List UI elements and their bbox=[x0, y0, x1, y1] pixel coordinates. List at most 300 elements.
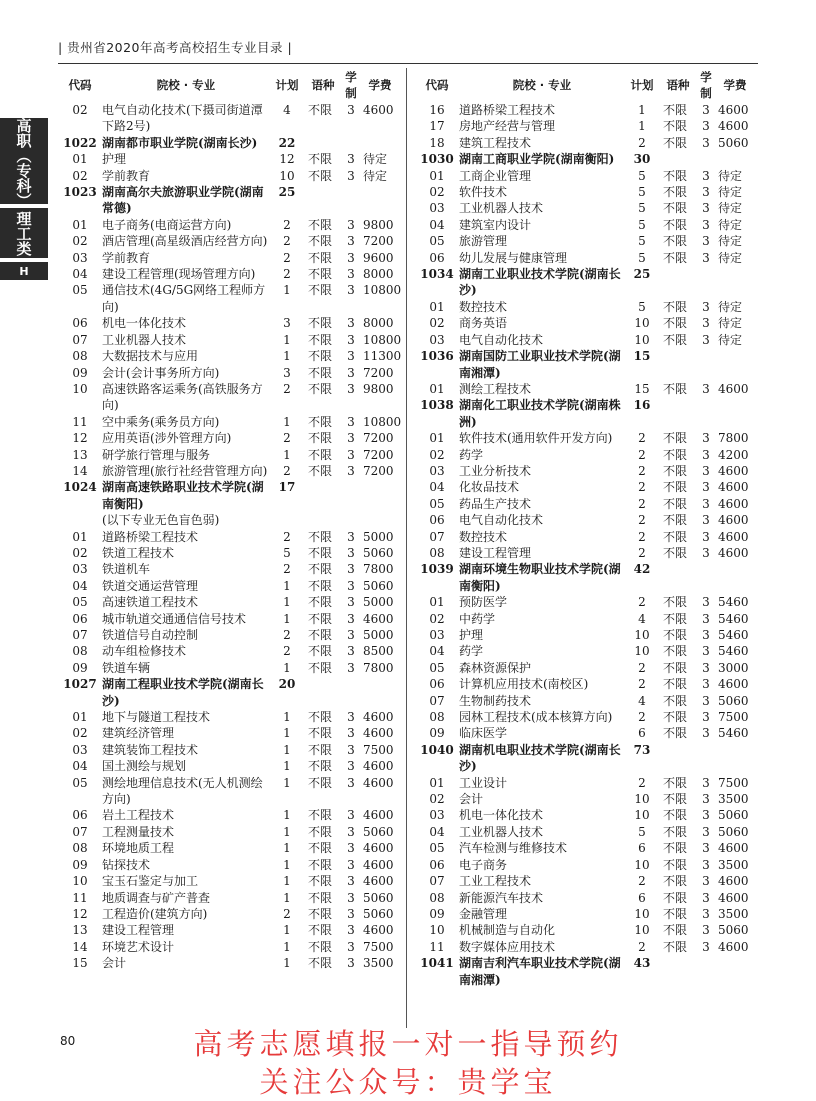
row-code: 03 bbox=[72, 742, 88, 757]
row-name: 园林工程技术(成本核算方向) bbox=[459, 710, 613, 725]
row-lang: 不限 bbox=[308, 939, 333, 954]
row-fee: 7500 bbox=[718, 775, 749, 790]
row-fee: 4600 bbox=[363, 808, 394, 823]
major-row bbox=[415, 939, 755, 955]
row-lang: 不限 bbox=[663, 201, 688, 216]
row-lang: 不限 bbox=[663, 710, 688, 725]
row-duration: 3 bbox=[702, 890, 710, 905]
row-code: 09 bbox=[72, 365, 88, 380]
row-plan: 2 bbox=[638, 496, 646, 511]
row-name: 计算机应用技术(南校区) bbox=[459, 677, 589, 692]
row-code: 1036 bbox=[420, 349, 454, 364]
row-plan: 6 bbox=[638, 890, 646, 905]
row-lang: 不限 bbox=[308, 463, 333, 478]
row-name: 研学旅行管理与服务 bbox=[102, 447, 211, 462]
row-fee: 4600 bbox=[718, 381, 749, 396]
header-left-bracket: | bbox=[58, 40, 63, 55]
row-duration: 3 bbox=[347, 463, 355, 478]
row-fee: 待定 bbox=[718, 316, 743, 331]
row-code: 02 bbox=[429, 611, 445, 626]
row-fee bbox=[715, 266, 755, 299]
row-lang: 不限 bbox=[308, 349, 333, 364]
row-plan: 2 bbox=[283, 644, 291, 659]
row-fee: 4600 bbox=[363, 874, 394, 889]
row-fee: 4600 bbox=[363, 759, 394, 774]
row-fee: 4200 bbox=[718, 447, 749, 462]
row-duration: 3 bbox=[702, 906, 710, 921]
row-plan: 43 bbox=[633, 956, 651, 971]
row-code: 03 bbox=[429, 463, 445, 478]
row-fee: 4600 bbox=[363, 841, 394, 856]
row-code: 1040 bbox=[420, 742, 454, 757]
row-fee: 5060 bbox=[718, 824, 749, 839]
row-fee: 4600 bbox=[363, 923, 394, 938]
header-title: 贵州省2020年高考高校招生专业目录 bbox=[67, 40, 284, 55]
row-plan: 1 bbox=[638, 103, 646, 117]
major-row bbox=[415, 233, 755, 249]
major-row bbox=[415, 184, 755, 200]
row-code: 13 bbox=[72, 447, 88, 462]
row-fee: 待定 bbox=[718, 234, 743, 249]
row-lang: 不限 bbox=[308, 332, 333, 347]
row-duration: 3 bbox=[702, 447, 710, 462]
row-duration: 3 bbox=[702, 611, 710, 626]
school-row bbox=[58, 184, 400, 217]
row-code: 14 bbox=[72, 463, 88, 478]
major-row bbox=[415, 725, 755, 741]
row-code: 08 bbox=[429, 890, 445, 905]
row-code: 03 bbox=[429, 201, 445, 216]
row-fee: 待定 bbox=[718, 217, 743, 232]
row-fee: 4600 bbox=[718, 874, 749, 889]
row-plan: 1 bbox=[283, 956, 291, 971]
row-name: 软件技术(通用软件开发方向) bbox=[459, 431, 613, 446]
row-code: 03 bbox=[429, 628, 445, 642]
row-plan: 2 bbox=[283, 431, 291, 446]
row-code: 02 bbox=[72, 168, 88, 183]
row-lang: 不限 bbox=[308, 234, 333, 249]
row-plan: 2 bbox=[283, 250, 291, 265]
major-row bbox=[58, 758, 400, 774]
major-row bbox=[415, 807, 755, 823]
school-row bbox=[415, 348, 755, 381]
row-fee: 5060 bbox=[363, 545, 394, 560]
row-plan: 10 bbox=[634, 923, 650, 938]
row-code: 1041 bbox=[420, 956, 454, 971]
row-duration: 3 bbox=[347, 578, 355, 593]
row-name: 工业机器人技术 bbox=[459, 824, 544, 839]
row-lang bbox=[304, 184, 342, 217]
row-duration: 3 bbox=[702, 381, 710, 396]
row-duration: 3 bbox=[347, 349, 355, 364]
row-name: 幼儿发展与健康管理 bbox=[459, 250, 568, 265]
row-code: 11 bbox=[72, 414, 88, 429]
row-plan: 3 bbox=[283, 365, 291, 380]
row-name: 高速铁路客运乘务(高铁服务方向) bbox=[102, 381, 263, 413]
row-lang: 不限 bbox=[663, 185, 688, 200]
row-plan: 2 bbox=[283, 529, 291, 544]
row-plan: 5 bbox=[638, 299, 646, 314]
row-lang: 不限 bbox=[308, 890, 333, 905]
major-row bbox=[415, 447, 755, 463]
side-tab-vocational: 高职（专科） bbox=[0, 118, 48, 204]
row-plan: 6 bbox=[638, 726, 646, 741]
row-name: 化妆品技术 bbox=[459, 480, 520, 495]
row-code: 10 bbox=[72, 874, 88, 889]
row-name: 建筑经济管理 bbox=[102, 726, 175, 741]
row-lang: 不限 bbox=[663, 677, 688, 692]
row-duration: 3 bbox=[702, 595, 710, 610]
row-duration: 3 bbox=[702, 332, 710, 347]
row-lang: 不限 bbox=[308, 857, 333, 872]
row-name: 通信技术(4G/5G网络工程师方向) bbox=[102, 283, 266, 314]
row-code: 03 bbox=[429, 808, 445, 823]
row-duration: 3 bbox=[702, 874, 710, 889]
row-lang: 不限 bbox=[308, 906, 333, 921]
row-code: 1027 bbox=[63, 677, 97, 692]
major-row bbox=[58, 890, 400, 906]
row-code: 05 bbox=[429, 234, 445, 249]
row-fee: 5000 bbox=[363, 628, 394, 642]
row-plan: 5 bbox=[638, 185, 646, 200]
row-lang: 不限 bbox=[663, 381, 688, 396]
row-code: 07 bbox=[72, 628, 88, 642]
row-plan: 1 bbox=[283, 742, 291, 757]
row-fee: 9600 bbox=[363, 250, 394, 265]
row-lang: 不限 bbox=[663, 874, 688, 889]
right-header-row bbox=[415, 68, 755, 102]
row-fee: 待定 bbox=[363, 168, 388, 183]
row-plan: 4 bbox=[638, 693, 646, 708]
row-duration: 3 bbox=[702, 939, 710, 954]
row-fee: 3500 bbox=[363, 956, 394, 971]
row-fee: 5460 bbox=[718, 611, 749, 626]
row-lang: 不限 bbox=[663, 923, 688, 938]
row-plan: 15 bbox=[634, 381, 650, 396]
col-lang: 语种 bbox=[311, 78, 335, 92]
row-name: 高速铁道工程技术 bbox=[102, 595, 199, 610]
row-fee: 5060 bbox=[718, 808, 749, 823]
row-duration: 3 bbox=[702, 217, 710, 232]
row-plan: 12 bbox=[279, 152, 295, 167]
row-fee: 7200 bbox=[363, 234, 394, 249]
row-duration: 3 bbox=[347, 824, 355, 839]
row-duration: 3 bbox=[702, 299, 710, 314]
row-name: 机电一体化技术 bbox=[102, 316, 187, 331]
row-lang bbox=[659, 266, 697, 299]
school-row bbox=[415, 151, 755, 167]
row-name: 湖南都市职业学院(湖南长沙) bbox=[102, 135, 258, 150]
row-duration: 3 bbox=[347, 923, 355, 938]
row-duration bbox=[697, 348, 715, 381]
row-lang: 不限 bbox=[663, 726, 688, 741]
row-duration: 3 bbox=[702, 808, 710, 823]
row-name: 大数据技术与应用 bbox=[102, 349, 199, 364]
row-fee: 3500 bbox=[718, 857, 749, 872]
row-fee: 4600 bbox=[718, 463, 749, 478]
row-lang: 不限 bbox=[308, 578, 333, 593]
row-code: 08 bbox=[429, 545, 445, 560]
row-fee: 11300 bbox=[363, 349, 402, 364]
row-code: 04 bbox=[429, 217, 445, 232]
row-plan: 5 bbox=[283, 545, 291, 560]
row-code: 02 bbox=[429, 447, 445, 462]
row-code: 06 bbox=[429, 677, 445, 692]
row-lang: 不限 bbox=[663, 595, 688, 610]
row-duration: 3 bbox=[347, 628, 355, 642]
row-plan: 10 bbox=[634, 808, 650, 823]
row-plan: 2 bbox=[638, 775, 646, 790]
row-duration: 3 bbox=[702, 628, 710, 642]
row-code: 11 bbox=[429, 939, 445, 954]
row-fee: 待定 bbox=[718, 250, 743, 265]
row-name: 湖南国防工业职业技术学院(湖南湘潭) bbox=[459, 349, 621, 380]
major-row bbox=[415, 512, 755, 528]
row-plan: 2 bbox=[638, 939, 646, 954]
major-row bbox=[58, 873, 400, 889]
row-plan: 1 bbox=[283, 611, 291, 626]
row-code: 06 bbox=[72, 316, 88, 331]
row-code: 06 bbox=[72, 808, 88, 823]
row-plan bbox=[270, 512, 304, 528]
row-lang: 不限 bbox=[663, 119, 688, 134]
major-row bbox=[415, 660, 755, 676]
row-fee: 4600 bbox=[363, 611, 394, 626]
row-code: 12 bbox=[72, 906, 88, 921]
row-name: 软件技术 bbox=[459, 185, 508, 200]
row-duration: 3 bbox=[347, 808, 355, 823]
major-row bbox=[58, 414, 400, 430]
row-duration: 3 bbox=[347, 545, 355, 560]
row-plan: 10 bbox=[634, 332, 650, 347]
row-plan: 2 bbox=[638, 545, 646, 560]
row-plan: 2 bbox=[283, 628, 291, 642]
row-plan: 2 bbox=[283, 463, 291, 478]
col-fee: 学费 bbox=[723, 78, 747, 92]
major-row bbox=[58, 643, 400, 659]
page-header bbox=[58, 38, 292, 56]
row-lang: 不限 bbox=[663, 529, 688, 544]
major-row bbox=[415, 676, 755, 692]
row-fee: 4600 bbox=[718, 103, 749, 117]
major-row bbox=[58, 742, 400, 758]
major-row bbox=[58, 217, 400, 233]
major-row bbox=[415, 824, 755, 840]
row-lang: 不限 bbox=[663, 906, 688, 921]
row-lang: 不限 bbox=[308, 316, 333, 331]
row-name: 工业机器人技术 bbox=[459, 201, 544, 216]
major-row bbox=[58, 922, 400, 938]
row-duration bbox=[697, 955, 715, 988]
row-plan: 1 bbox=[283, 841, 291, 856]
row-lang: 不限 bbox=[663, 332, 688, 347]
row-lang: 不限 bbox=[308, 168, 333, 183]
row-plan: 10 bbox=[634, 644, 650, 659]
row-fee: 5460 bbox=[718, 644, 749, 659]
row-lang: 不限 bbox=[308, 742, 333, 757]
row-duration: 3 bbox=[347, 644, 355, 659]
row-name: 工程测量技术 bbox=[102, 824, 175, 839]
row-duration: 3 bbox=[702, 168, 710, 183]
row-duration bbox=[342, 135, 360, 151]
major-row bbox=[415, 250, 755, 266]
row-fee: 8000 bbox=[363, 267, 394, 282]
major-row bbox=[58, 627, 400, 643]
row-code: 1034 bbox=[420, 267, 454, 282]
row-duration: 3 bbox=[347, 529, 355, 544]
row-plan: 1 bbox=[283, 595, 291, 610]
row-lang: 不限 bbox=[663, 217, 688, 232]
row-duration: 3 bbox=[347, 890, 355, 905]
col-school-major: 院校 · 专业 bbox=[512, 78, 572, 92]
row-duration bbox=[342, 479, 360, 512]
row-code: 04 bbox=[72, 578, 88, 593]
row-name: 酒店管理(高星级酒店经营方向) bbox=[102, 234, 268, 249]
row-name: 工业工程技术 bbox=[459, 874, 532, 889]
row-plan: 25 bbox=[633, 267, 651, 282]
row-plan: 1 bbox=[283, 808, 291, 823]
row-plan: 73 bbox=[633, 742, 651, 757]
row-duration: 3 bbox=[347, 775, 355, 790]
row-name: 工业设计 bbox=[459, 775, 508, 790]
row-plan: 2 bbox=[283, 562, 291, 577]
row-lang: 不限 bbox=[308, 956, 333, 971]
row-name: 铁道工程技术 bbox=[102, 545, 175, 560]
watermark-line-1: 高考志愿填报一对一指导预约 bbox=[193, 1027, 623, 1061]
row-plan: 17 bbox=[278, 480, 296, 495]
left-header-row bbox=[58, 68, 400, 102]
row-duration: 3 bbox=[702, 234, 710, 249]
row-plan: 22 bbox=[278, 135, 296, 150]
header-rule bbox=[58, 63, 758, 64]
row-name: 测绘工程技术 bbox=[459, 381, 532, 396]
row-name: 湖南高速铁路职业技术学院(湖南衡阳) bbox=[102, 480, 264, 511]
row-name: 护理 bbox=[459, 628, 484, 642]
row-duration: 3 bbox=[347, 447, 355, 462]
major-row bbox=[58, 709, 400, 725]
row-fee: 10800 bbox=[363, 414, 402, 429]
major-row bbox=[58, 381, 400, 414]
row-fee: 4600 bbox=[363, 775, 394, 790]
school-row bbox=[58, 479, 400, 512]
row-lang: 不限 bbox=[308, 923, 333, 938]
row-duration: 3 bbox=[347, 562, 355, 577]
row-plan: 5 bbox=[638, 824, 646, 839]
row-duration: 3 bbox=[347, 250, 355, 265]
row-duration: 3 bbox=[702, 463, 710, 478]
row-fee bbox=[360, 676, 400, 709]
row-lang bbox=[304, 676, 342, 709]
row-name: 湖南化工职业技术学院(湖南株洲) bbox=[459, 398, 621, 429]
school-row bbox=[415, 266, 755, 299]
col-plan: 计划 bbox=[630, 78, 654, 92]
row-name: 学前教育 bbox=[102, 250, 151, 265]
col-code: 代码 bbox=[68, 78, 92, 92]
row-fee: 4600 bbox=[718, 529, 749, 544]
row-duration: 3 bbox=[702, 677, 710, 692]
major-row bbox=[415, 135, 755, 151]
major-row bbox=[415, 545, 755, 561]
row-lang: 不限 bbox=[663, 890, 688, 905]
major-row bbox=[58, 332, 400, 348]
major-row bbox=[58, 561, 400, 577]
row-name: 会计 bbox=[459, 792, 484, 807]
row-duration: 3 bbox=[702, 201, 710, 216]
row-code: 08 bbox=[72, 644, 88, 659]
row-plan: 2 bbox=[638, 431, 646, 446]
row-duration: 3 bbox=[347, 710, 355, 725]
row-plan: 20 bbox=[278, 677, 296, 692]
row-fee: 4600 bbox=[718, 513, 749, 528]
row-plan: 1 bbox=[283, 283, 291, 298]
row-plan: 1 bbox=[283, 414, 291, 429]
row-name: 工商企业管理 bbox=[459, 168, 532, 183]
row-duration: 3 bbox=[702, 726, 710, 741]
row-name: 国土测绘与规划 bbox=[102, 759, 187, 774]
row-code: 08 bbox=[72, 349, 88, 364]
major-row bbox=[415, 890, 755, 906]
row-lang: 不限 bbox=[308, 660, 333, 675]
row-duration: 3 bbox=[347, 381, 355, 396]
row-name: 铁道车辆 bbox=[102, 660, 151, 675]
col-duration: 学制 bbox=[700, 70, 712, 100]
row-fee: 待定 bbox=[363, 152, 388, 167]
row-code: 07 bbox=[429, 874, 445, 889]
major-row bbox=[58, 447, 400, 463]
row-duration: 3 bbox=[702, 660, 710, 675]
major-row bbox=[58, 955, 400, 971]
row-name: 动车组检修技术 bbox=[102, 644, 187, 659]
row-name: 铁道机车 bbox=[102, 562, 151, 577]
row-fee: 5060 bbox=[363, 578, 394, 593]
major-row bbox=[58, 939, 400, 955]
row-plan: 1 bbox=[283, 710, 291, 725]
row-plan: 1 bbox=[283, 578, 291, 593]
row-fee: 8000 bbox=[363, 316, 394, 331]
row-code: 1022 bbox=[63, 135, 97, 150]
row-code: 03 bbox=[72, 562, 88, 577]
row-code: 02 bbox=[72, 234, 88, 249]
row-duration: 3 bbox=[347, 316, 355, 331]
row-code bbox=[58, 512, 102, 528]
row-lang: 不限 bbox=[663, 480, 688, 495]
row-lang: 不限 bbox=[663, 808, 688, 823]
row-fee: 待定 bbox=[718, 299, 743, 314]
page-number: 80 bbox=[60, 1034, 76, 1048]
row-duration bbox=[697, 561, 715, 594]
major-row bbox=[415, 775, 755, 791]
major-row bbox=[415, 873, 755, 889]
row-name: 生物制药技术 bbox=[459, 693, 532, 708]
row-code: 03 bbox=[429, 332, 445, 347]
row-plan: 2 bbox=[638, 447, 646, 462]
school-row bbox=[415, 561, 755, 594]
row-lang: 不限 bbox=[308, 595, 333, 610]
row-name: 数字媒体应用技术 bbox=[459, 939, 556, 954]
row-code: 1039 bbox=[420, 562, 454, 577]
row-fee: 7800 bbox=[718, 431, 749, 446]
row-fee: 7200 bbox=[363, 431, 394, 446]
row-duration: 3 bbox=[702, 431, 710, 446]
major-row bbox=[415, 496, 755, 512]
col-plan: 计划 bbox=[275, 78, 299, 92]
row-fee: 7500 bbox=[363, 939, 394, 954]
row-fee: 8500 bbox=[363, 644, 394, 659]
row-code: 01 bbox=[429, 595, 445, 610]
major-row bbox=[58, 578, 400, 594]
row-code: 03 bbox=[72, 250, 88, 265]
row-code: 05 bbox=[72, 595, 88, 610]
